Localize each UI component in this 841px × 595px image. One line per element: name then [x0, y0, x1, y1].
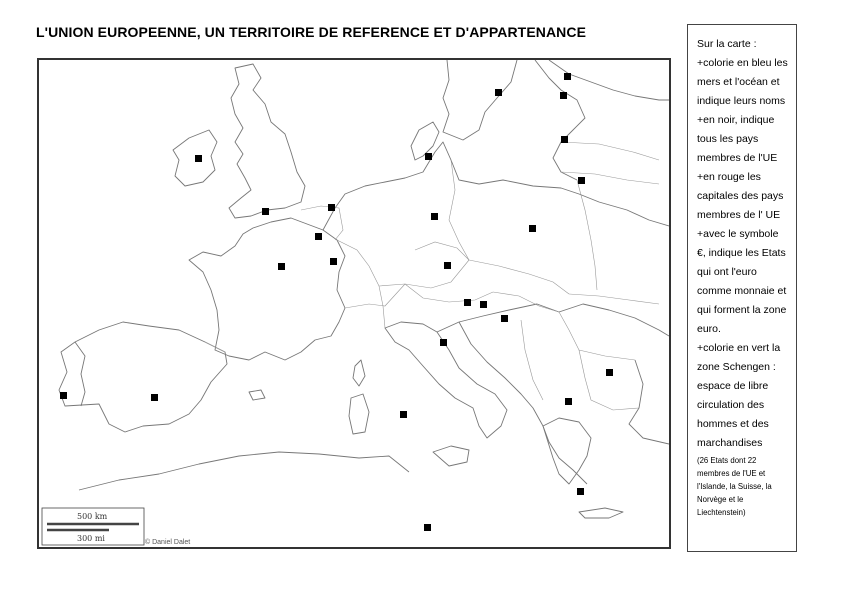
- capital-marker-amsterdam: [328, 204, 335, 211]
- scandinavia-outline: [443, 60, 517, 140]
- coastlines: [59, 60, 669, 518]
- instruction-seas: +colorie en bleu les mers et l'océan et indique leurs noms: [697, 57, 788, 107]
- capital-marker-ljubljana: [440, 339, 447, 346]
- portugal-border: [75, 342, 85, 406]
- instructions-intro: Sur la carte :: [697, 38, 757, 50]
- black-sea-coast: [629, 360, 669, 444]
- europe-map-svg: [39, 60, 669, 547]
- scale-mi-label: 300 mi: [77, 534, 105, 543]
- border-poland-south: [469, 260, 569, 294]
- north-africa-coast: [79, 452, 409, 490]
- border-serbia: [521, 320, 543, 400]
- border-romania: [559, 312, 635, 360]
- scale-km-label: 500 km: [77, 512, 108, 521]
- border-switzerland: [345, 284, 405, 308]
- baltic-outline: [535, 60, 585, 180]
- instruction-schengen-note: (26 Etats dont 22 membres de l'UE et l'Islande, la Suisse, la Norvège et le Liechtenstein): [697, 456, 772, 517]
- capital-marker-rome: [400, 411, 407, 418]
- border-austria: [405, 284, 493, 302]
- capital-marker-copenhagen: [425, 153, 432, 160]
- border-spain-france: [205, 342, 225, 352]
- central-europe-outline: [323, 142, 669, 230]
- sicily-outline: [433, 446, 469, 466]
- capital-marker-dublin: [195, 155, 202, 162]
- capital-marker-paris: [278, 263, 285, 270]
- border-baltic-2: [561, 172, 659, 184]
- great-britain-outline: [229, 64, 305, 218]
- capital-marker-warsaw: [529, 225, 536, 232]
- capital-marker-berlin: [431, 213, 438, 220]
- iberia-outline: [59, 322, 227, 432]
- capital-marker-bucharest: [606, 369, 613, 376]
- capital-marker-riga: [561, 136, 568, 143]
- border-france-germany: [337, 240, 385, 328]
- capital-marker-luxembourg: [330, 258, 337, 265]
- greece-outline: [543, 418, 591, 484]
- border-bulgaria: [579, 350, 639, 410]
- balkans-outline: [437, 304, 669, 336]
- instruction-schengen: +colorie en vert la zone Schengen : espace de libre circulation des hommes et des marchandises: [697, 342, 781, 449]
- border-germany-south: [379, 260, 469, 288]
- corsica-outline: [353, 360, 365, 386]
- instruction-capitals: +en rouge les capitales des pays membres de l' UE: [697, 171, 784, 221]
- page-title: L'UNION EUROPEENNE, UN TERRITOIRE DE REFERENCE ET D'APPARTENANCE: [36, 24, 587, 40]
- instructions-box: [687, 24, 797, 552]
- balearic-outline: [249, 390, 265, 400]
- capital-marker-prague: [444, 262, 451, 269]
- border-germany-poland: [449, 160, 469, 260]
- instruction-euro-zone: +avec le symbole €, indique les Etats qui ont l'euro comme monnaie et qui forment la zone euro.: [697, 228, 787, 335]
- sardinia-outline: [349, 394, 369, 434]
- borders: [205, 142, 659, 410]
- capital-marker-london: [262, 208, 269, 215]
- border-ukraine: [569, 294, 659, 304]
- capital-marker-madrid: [151, 394, 158, 401]
- capital-marker-helsinki: [564, 73, 571, 80]
- capital-marker-athens: [577, 488, 584, 495]
- capital-marker-tallinn: [560, 92, 567, 99]
- capital-marker-stockholm: [495, 89, 502, 96]
- instruction-member-states: +en noir, indique tous les pays membres de l'UE: [697, 114, 778, 164]
- border-belarus: [577, 180, 597, 290]
- border-czech: [415, 242, 469, 260]
- capital-marker-valletta: [424, 524, 431, 531]
- crete-outline: [579, 508, 623, 518]
- capital-marker-lisbon: [60, 392, 67, 399]
- border-hungary: [493, 292, 559, 312]
- capital-marker-vilnius: [578, 177, 585, 184]
- capital-markers: [60, 73, 613, 531]
- scale-bar: [42, 508, 144, 545]
- capital-marker-vienna: [464, 299, 471, 306]
- capital-marker-bratislava: [480, 301, 487, 308]
- europe-map: [37, 58, 671, 549]
- capital-marker-sofia: [565, 398, 572, 405]
- map-credit: © Daniel Dalet: [145, 539, 191, 546]
- border-baltic: [561, 142, 659, 160]
- capital-marker-budapest: [501, 315, 508, 322]
- capital-marker-brussels: [315, 233, 322, 240]
